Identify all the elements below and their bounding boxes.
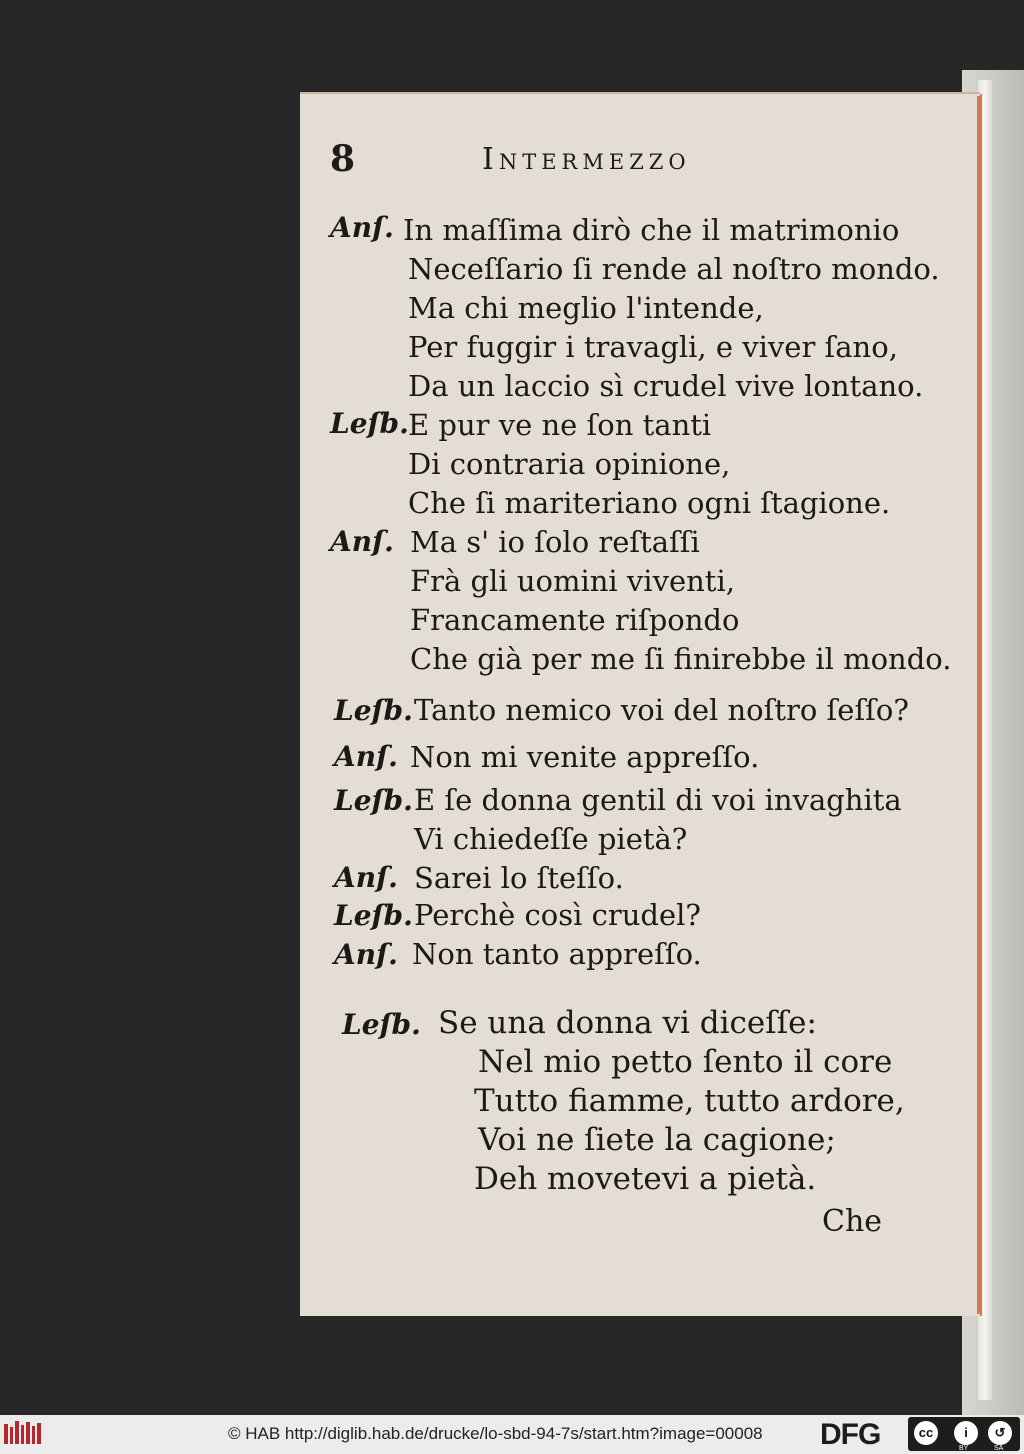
verse-line: Vi chiedeſſe pietà? <box>414 822 688 856</box>
by-label: BY <box>959 1445 969 1452</box>
speaker-label: Anſ. <box>330 525 394 558</box>
aria-line: Voi ne ſiete la cagione; <box>478 1122 836 1158</box>
verse-line: Francamente riſpondo <box>410 603 740 637</box>
verse-line: Sarei lo ſteſſo. <box>414 861 624 895</box>
share-alike-icon: ↺ <box>988 1421 1012 1445</box>
page-header <box>330 138 790 186</box>
dfg-logo: DFG <box>820 1418 881 1451</box>
page-red-edge <box>977 96 981 1314</box>
by-attribution-icon: i <box>954 1421 978 1445</box>
speaker-label: Anſ. <box>334 740 398 773</box>
verse-line: Non tanto appreſſo. <box>412 937 702 971</box>
verse-line: Frà gli uomini viventi, <box>410 564 735 598</box>
verse-line: Da un laccio sì crudel vive lontano. <box>408 369 924 403</box>
verse-line: Che già per me ſi finirebbe il mondo. <box>410 642 952 676</box>
verse-line: E ſe donna gentil di voi invaghita <box>414 783 902 817</box>
verse-line: Ma s' io ſolo reſtaſſi <box>410 525 700 559</box>
aria-line: Deh movetevi a pietà. <box>474 1161 817 1197</box>
verse-line: Che ſi mariteriano ogni ſtagione. <box>408 486 891 520</box>
speaker-label: Anſ. <box>330 211 394 244</box>
aria-line: Se una donna vi diceſſe: <box>438 1005 817 1041</box>
verse-line: In maſſima dirò che il matrimonio <box>403 213 900 247</box>
speaker-label: Leſb. <box>334 694 413 727</box>
running-title: Intermezzo <box>482 142 691 177</box>
verse-line: Di contraria opinione, <box>408 447 731 481</box>
verse-line: E pur ve ne ſon tanti <box>408 408 712 442</box>
footer-credit-link[interactable]: © HAB http://diglib.hab.de/drucke/lo-sbd-94-7s/start.htm?image=00008 <box>228 1424 763 1443</box>
speaker-label: Leſb. <box>342 1008 421 1041</box>
verse-line: Per fuggir i travagli, e viver ſano, <box>408 330 898 364</box>
verse-line: Non mi venite appreſſo. <box>410 740 760 774</box>
speaker-label: Leſb. <box>334 899 413 932</box>
sa-label: SA <box>994 1445 1004 1452</box>
cc-icon: cc <box>914 1421 938 1445</box>
aria-line: Tutto fiamme, tutto ardore, <box>474 1083 905 1119</box>
hab-logo-icon <box>4 1421 44 1447</box>
verse-line: Neceſſario ſi rende al noſtro mondo. <box>408 252 940 286</box>
verse-line: Tanto nemico voi del noſtro ſeſſo? <box>414 693 909 727</box>
verse-line: Ma chi meglio l'intende, <box>408 291 764 325</box>
speaker-label: Anſ. <box>334 938 398 971</box>
cc-license-badge[interactable] <box>908 1417 1020 1451</box>
speaker-label: Anſ. <box>334 861 398 894</box>
page-number: 8 <box>330 138 356 180</box>
speaker-label: Leſb. <box>334 784 413 817</box>
aria-line: Nel mio petto ſento il core <box>478 1044 893 1080</box>
catchword: Che <box>822 1204 883 1239</box>
speaker-label: Leſb. <box>330 407 409 440</box>
verse-line: Perchè così crudel? <box>414 898 701 932</box>
